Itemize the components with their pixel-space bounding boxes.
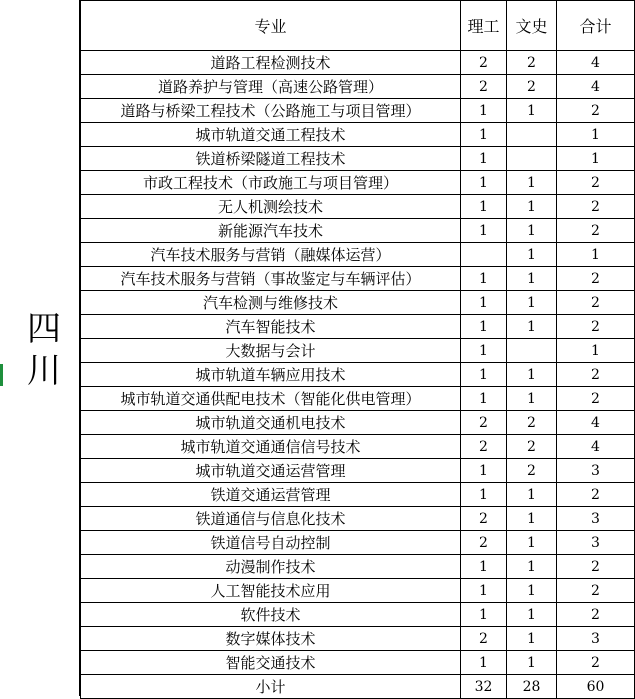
major-cell[interactable]: 人工智能技术应用 [81, 579, 461, 603]
science-cell[interactable]: 1 [461, 579, 507, 603]
major-cell[interactable]: 大数据与会计 [81, 339, 461, 363]
arts-cell[interactable]: 1 [507, 363, 557, 387]
table-row [81, 51, 635, 75]
arts-cell[interactable]: 1 [507, 531, 557, 555]
major-cell[interactable]: 汽车技术服务与营销（融媒体运营） [81, 243, 461, 267]
major-cell[interactable]: 汽车检测与维修技术 [81, 291, 461, 315]
arts-cell[interactable]: 2 [507, 459, 557, 483]
table-row [81, 195, 635, 219]
table-row [81, 171, 635, 195]
subtotal-label[interactable]: 小计 [81, 675, 461, 699]
major-cell[interactable]: 铁道通信与信息化技术 [81, 507, 461, 531]
table-row [81, 531, 635, 555]
table-row [81, 603, 635, 627]
total-cell[interactable]: 2 [557, 387, 635, 411]
major-cell[interactable]: 城市轨道交通供配电技术（智能化供电管理） [81, 387, 461, 411]
total-cell[interactable]: 2 [557, 555, 635, 579]
table-row [81, 555, 635, 579]
table-row [81, 339, 635, 363]
total-cell[interactable]: 2 [557, 603, 635, 627]
total-cell[interactable]: 2 [557, 291, 635, 315]
total-cell[interactable]: 2 [557, 195, 635, 219]
major-cell[interactable]: 城市轨道交通工程技术 [81, 123, 461, 147]
arts-cell[interactable]: 1 [507, 627, 557, 651]
arts-cell[interactable]: 1 [507, 579, 557, 603]
major-cell[interactable]: 无人机测绘技术 [81, 195, 461, 219]
table-row [81, 651, 635, 675]
arts-cell[interactable]: 1 [507, 315, 557, 339]
region-label [26, 308, 62, 392]
major-cell[interactable]: 城市轨道车辆应用技术 [81, 363, 461, 387]
science-cell[interactable]: 1 [461, 147, 507, 171]
table-row [81, 387, 635, 411]
major-cell[interactable]: 道路工程检测技术 [81, 51, 461, 75]
table-row [81, 435, 635, 459]
arts-cell[interactable]: 1 [507, 267, 557, 291]
table-row [81, 627, 635, 651]
total-cell[interactable]: 2 [557, 651, 635, 675]
major-cell[interactable]: 城市轨道交通通信信号技术 [81, 435, 461, 459]
arts-cell[interactable]: 1 [507, 195, 557, 219]
total-cell[interactable]: 4 [557, 75, 635, 99]
table-row [81, 363, 635, 387]
arts-cell[interactable] [507, 123, 557, 147]
total-cell[interactable]: 3 [557, 459, 635, 483]
science-cell[interactable]: 1 [461, 387, 507, 411]
table-row [81, 411, 635, 435]
table-row [81, 75, 635, 99]
total-cell[interactable]: 2 [557, 579, 635, 603]
science-cell[interactable]: 1 [461, 483, 507, 507]
science-cell[interactable]: 1 [461, 459, 507, 483]
arts-cell[interactable]: 1 [507, 507, 557, 531]
arts-cell[interactable]: 1 [507, 483, 557, 507]
science-cell[interactable] [461, 243, 507, 267]
major-cell[interactable]: 汽车技术服务与营销（事故鉴定与车辆评估） [81, 267, 461, 291]
major-cell[interactable]: 动漫制作技术 [81, 555, 461, 579]
total-cell[interactable]: 2 [557, 171, 635, 195]
total-cell[interactable]: 3 [557, 507, 635, 531]
science-cell[interactable]: 2 [461, 435, 507, 459]
total-cell[interactable]: 2 [557, 99, 635, 123]
total-cell[interactable]: 3 [557, 531, 635, 555]
region-cell[interactable] [0, 0, 80, 696]
header-science[interactable]: 理工 [461, 1, 507, 51]
science-cell[interactable]: 2 [461, 627, 507, 651]
arts-cell[interactable]: 2 [507, 51, 557, 75]
science-cell[interactable]: 1 [461, 363, 507, 387]
subtotal-row [81, 675, 635, 699]
science-cell[interactable]: 2 [461, 75, 507, 99]
major-cell[interactable]: 汽车智能技术 [81, 315, 461, 339]
total-cell[interactable]: 1 [557, 243, 635, 267]
arts-cell[interactable] [507, 147, 557, 171]
table-row [81, 219, 635, 243]
table-row [81, 507, 635, 531]
total-cell[interactable]: 4 [557, 51, 635, 75]
science-cell[interactable]: 2 [461, 507, 507, 531]
cell-selection-marker [0, 364, 3, 386]
total-cell[interactable]: 2 [557, 219, 635, 243]
table-row [81, 267, 635, 291]
major-cell[interactable]: 铁道交通运营管理 [81, 483, 461, 507]
major-cell[interactable]: 城市轨道交通机电技术 [81, 411, 461, 435]
arts-cell[interactable]: 1 [507, 243, 557, 267]
major-cell[interactable]: 城市轨道交通运营管理 [81, 459, 461, 483]
science-cell[interactable]: 1 [461, 99, 507, 123]
major-cell[interactable]: 铁道信号自动控制 [81, 531, 461, 555]
total-cell[interactable]: 1 [557, 339, 635, 363]
table-row [81, 243, 635, 267]
header-row [81, 1, 635, 51]
major-cell[interactable]: 道路与桥梁工程技术（公路施工与项目管理） [81, 99, 461, 123]
subtotal-total[interactable]: 60 [557, 675, 635, 699]
science-cell[interactable]: 1 [461, 651, 507, 675]
science-cell[interactable]: 1 [461, 603, 507, 627]
majors-table [80, 0, 635, 699]
total-cell[interactable]: 2 [557, 315, 635, 339]
header-major[interactable]: 专业 [81, 1, 461, 51]
total-cell[interactable]: 2 [557, 483, 635, 507]
arts-cell[interactable]: 2 [507, 75, 557, 99]
major-cell[interactable]: 道路养护与管理（高速公路管理） [81, 75, 461, 99]
arts-cell[interactable]: 1 [507, 603, 557, 627]
science-cell[interactable]: 1 [461, 171, 507, 195]
total-cell[interactable]: 3 [557, 627, 635, 651]
table-row [81, 123, 635, 147]
major-cell[interactable]: 新能源汽车技术 [81, 219, 461, 243]
header-arts[interactable]: 文史 [507, 1, 557, 51]
subtotal-arts[interactable]: 28 [507, 675, 557, 699]
arts-cell[interactable]: 1 [507, 387, 557, 411]
arts-cell[interactable]: 2 [507, 411, 557, 435]
arts-cell[interactable] [507, 339, 557, 363]
major-cell[interactable]: 智能交通技术 [81, 651, 461, 675]
table-row [81, 147, 635, 171]
total-cell[interactable]: 4 [557, 411, 635, 435]
header-total[interactable]: 合计 [557, 1, 635, 51]
science-cell[interactable]: 1 [461, 195, 507, 219]
table-row [81, 315, 635, 339]
subtotal-science[interactable]: 32 [461, 675, 507, 699]
science-cell[interactable]: 1 [461, 339, 507, 363]
table-row [81, 459, 635, 483]
science-cell[interactable]: 1 [461, 315, 507, 339]
total-cell[interactable]: 2 [557, 267, 635, 291]
science-cell[interactable]: 1 [461, 267, 507, 291]
major-cell[interactable]: 软件技术 [81, 603, 461, 627]
arts-cell[interactable]: 1 [507, 555, 557, 579]
table-row [81, 483, 635, 507]
science-cell[interactable]: 2 [461, 51, 507, 75]
arts-cell[interactable]: 1 [507, 171, 557, 195]
science-cell[interactable]: 2 [461, 411, 507, 435]
arts-cell[interactable]: 2 [507, 435, 557, 459]
region-label-char: 四 [27, 309, 61, 349]
table-row [81, 579, 635, 603]
region-label-char: 川 [27, 351, 61, 391]
science-cell[interactable]: 2 [461, 531, 507, 555]
science-cell[interactable]: 1 [461, 555, 507, 579]
arts-cell[interactable]: 1 [507, 219, 557, 243]
major-cell[interactable]: 数字媒体技术 [81, 627, 461, 651]
total-cell[interactable]: 4 [557, 435, 635, 459]
major-cell[interactable]: 铁道桥梁隧道工程技术 [81, 147, 461, 171]
science-cell[interactable]: 1 [461, 123, 507, 147]
science-cell[interactable]: 1 [461, 219, 507, 243]
arts-cell[interactable]: 1 [507, 291, 557, 315]
table-row [81, 291, 635, 315]
total-cell[interactable]: 2 [557, 363, 635, 387]
total-cell[interactable]: 1 [557, 147, 635, 171]
science-cell[interactable]: 1 [461, 291, 507, 315]
total-cell[interactable]: 1 [557, 123, 635, 147]
major-cell[interactable]: 市政工程技术（市政施工与项目管理） [81, 171, 461, 195]
arts-cell[interactable]: 1 [507, 99, 557, 123]
table-row [81, 99, 635, 123]
arts-cell[interactable]: 1 [507, 651, 557, 675]
